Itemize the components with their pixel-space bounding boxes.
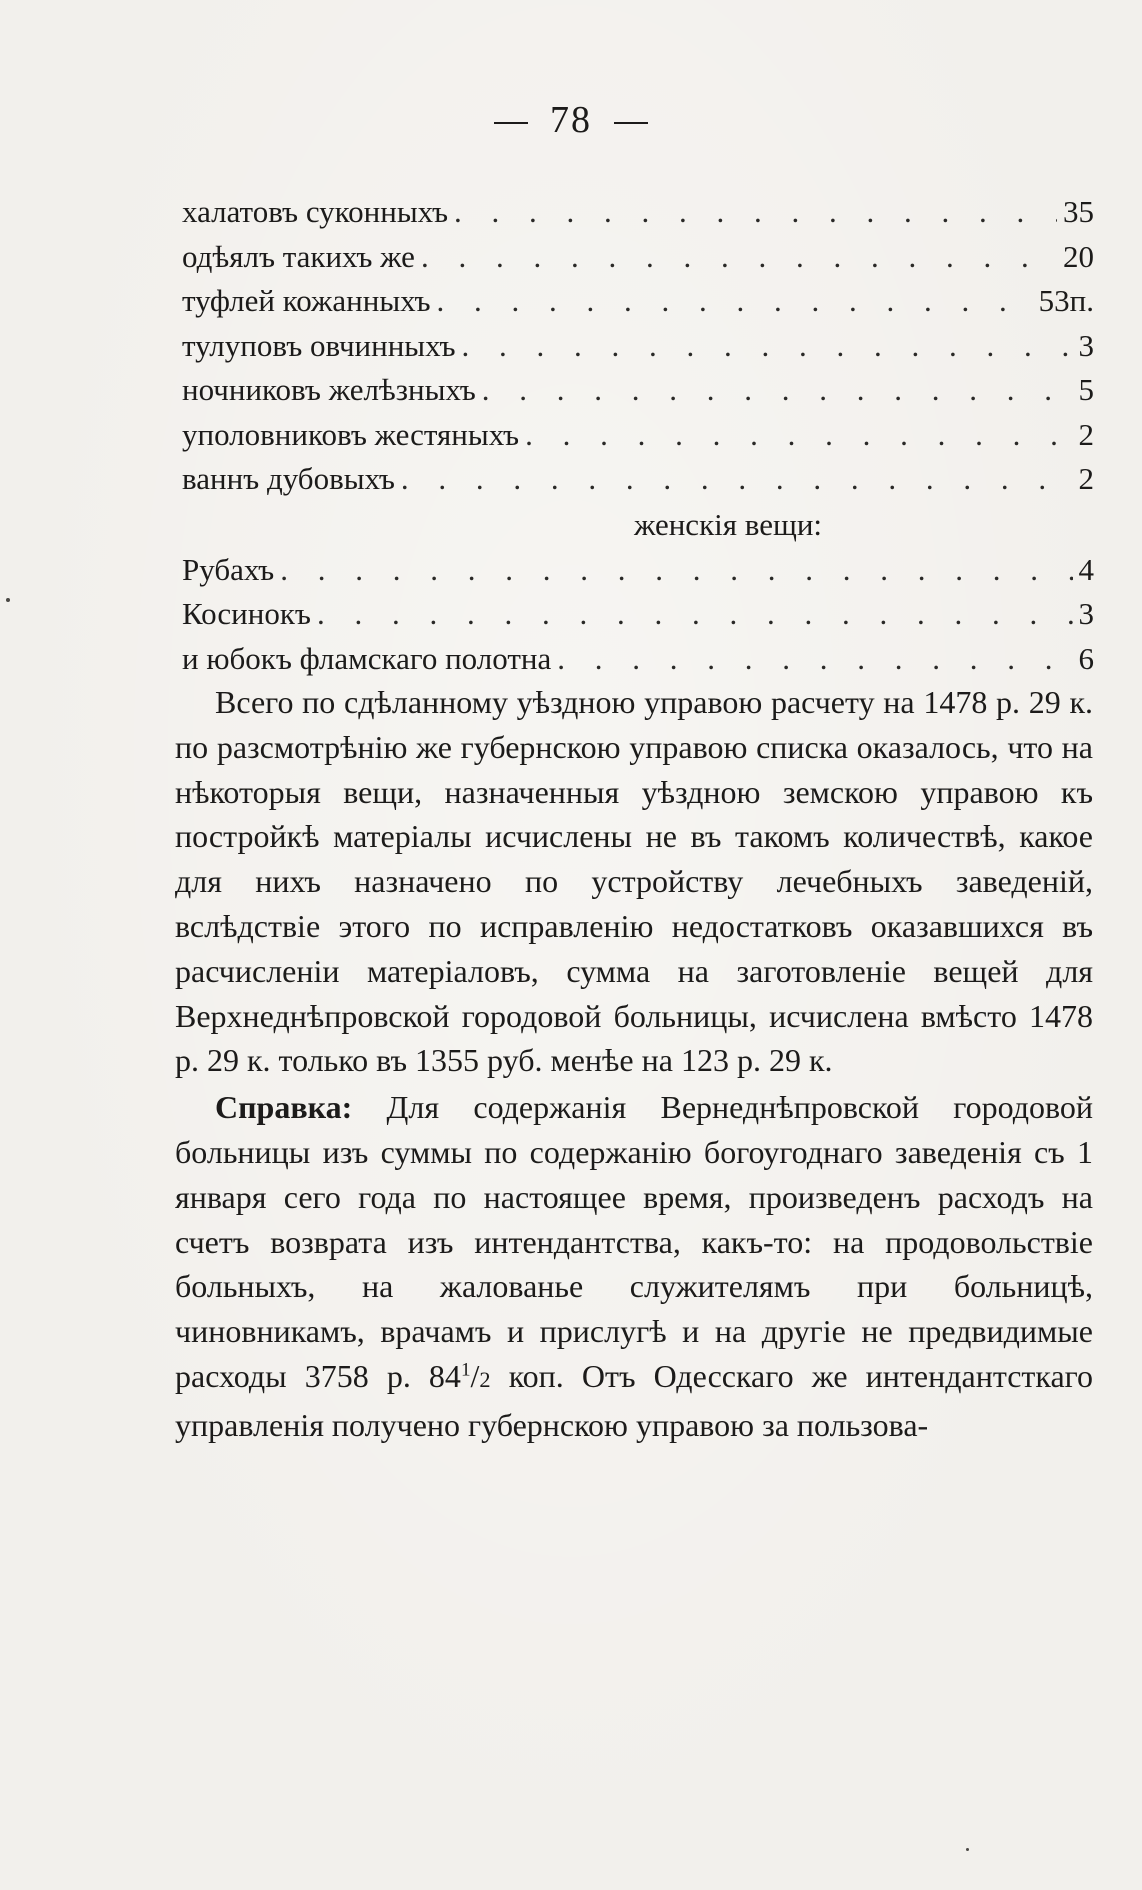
page-number — [0, 98, 1142, 142]
list-item — [182, 368, 1094, 413]
left-dash — [494, 122, 528, 124]
item-label: тулуповъ овчинныхъ — [182, 327, 456, 363]
list-item — [182, 190, 1094, 235]
item-label: Косинокъ — [182, 596, 311, 631]
print-speck — [966, 1848, 969, 1851]
reference-lead: Справка: — [215, 1089, 353, 1126]
item-qty: 2 — [1078, 461, 1094, 496]
item-label: и юбокъ фламскаго полотна — [182, 640, 552, 676]
list-item — [182, 457, 1094, 502]
item-label: уполовниковъ жестяныхъ — [182, 416, 520, 452]
item-label: одѣялъ такихъ же — [182, 238, 415, 274]
item-label: Рубахъ — [182, 551, 275, 587]
list-item — [182, 592, 1094, 637]
item-qty: 3 — [1078, 596, 1094, 631]
dot-leader — [401, 457, 1073, 501]
print-speck — [6, 598, 10, 602]
item-qty: 6 — [1078, 640, 1094, 676]
item-qty: 2 — [1078, 416, 1094, 452]
fraction-denominator: 2 — [479, 1366, 491, 1392]
list-item — [182, 235, 1094, 280]
right-dash — [614, 122, 648, 124]
item-label: халатовъ суконныхъ — [182, 194, 449, 229]
body-text — [175, 680, 1093, 1448]
list-item — [182, 279, 1094, 324]
item-label: ваннъ дубовыхъ — [182, 461, 395, 496]
list-item — [182, 637, 1094, 682]
item-qty: 35 — [1063, 194, 1094, 229]
page-number-text: 78 — [550, 99, 592, 141]
item-qty: 4 — [1078, 551, 1094, 587]
dot-leader — [482, 368, 1073, 412]
item-label: туфлей кожанныхъ — [182, 283, 431, 318]
dot-leader — [317, 592, 1073, 636]
dot-leader — [461, 324, 1072, 368]
list-item — [182, 413, 1094, 458]
paragraph-reference: Справка: Для содержанія Вернеднѣпровской городовой больницы изъ суммы по содержанію богоугоднаго заведенія съ 1 января сего года по настоящее время, произведенъ расходъ на счетъ возврата изъ интендантства, какъ-то: на продовольствіе больныхъ, на жалованье служителямъ при больницѣ, чиновникамъ, врачамъ и прислугѣ и на другіе не предвидимые расходы 3758 р. $84^1/2$ коп. Отъ Одесскаго же интендантсткаго управленія получено губернскою управою за пользова- — [175, 1089, 1094, 1443]
reference-text: Для содержанія Вернеднѣпровской городовой больницы изъ суммы по содержанію богоугоднаго заведенія съ 1 января сего года по настоящее время, произведенъ расходъ на счетъ возврата изъ интендантства, какъ-то: на продовольствіе больныхъ, на жалованье служителямъ при больницѣ, чиновникамъ, врачамъ и прислугѣ и на другіе не предвидимые расходы 3758 р. 84 — [175, 1089, 1094, 1394]
reference-text-cont: коп. Отъ Одесскаго же интендантсткаго управленія получено губернскою управою за пользова- — [175, 1357, 1094, 1443]
item-qty: 3 — [1078, 327, 1094, 363]
list-item — [182, 324, 1094, 369]
dot-leader — [280, 548, 1072, 592]
fraction-numerator: 1 — [460, 1359, 471, 1381]
section-subheading: женскія вещи: — [633, 506, 823, 542]
paragraph-total: Всего по сдѣланному уѣздною управою расчету на 1478 р. 29 к. по разсмотрѣнію же губернскою управою списка оказалось, что на нѣкоторыя вещи, назначенныя уѣздною земскою управою къ постройкѣ матеріалы исчислены не въ такомъ количествѣ, какое для нихъ назначено по устройству лечебныхъ заведеній, вслѣдствіе этого по исправленію недостатковъ оказавшихся въ расчисленіи матеріаловъ, сумма на заготовленіе вещей для Верхнеднѣпровской городовой больницы, исчислена вмѣсто 1478 р. 29 к. только въ 1355 руб. менѣе на 123 р. 29 к. — [175, 684, 1093, 1079]
inventory-list — [182, 190, 1094, 681]
item-qty: 53п. — [1038, 283, 1094, 318]
item-qty: 5 — [1078, 372, 1094, 407]
item-label: ночниковъ желѣзныхъ — [182, 372, 476, 407]
dot-leader — [525, 413, 1072, 457]
dot-leader — [437, 279, 1033, 323]
item-qty: 20 — [1063, 238, 1094, 274]
dot-leader — [421, 235, 1057, 279]
dot-leader — [454, 190, 1057, 234]
list-item — [182, 548, 1094, 593]
dot-leader — [557, 637, 1072, 681]
